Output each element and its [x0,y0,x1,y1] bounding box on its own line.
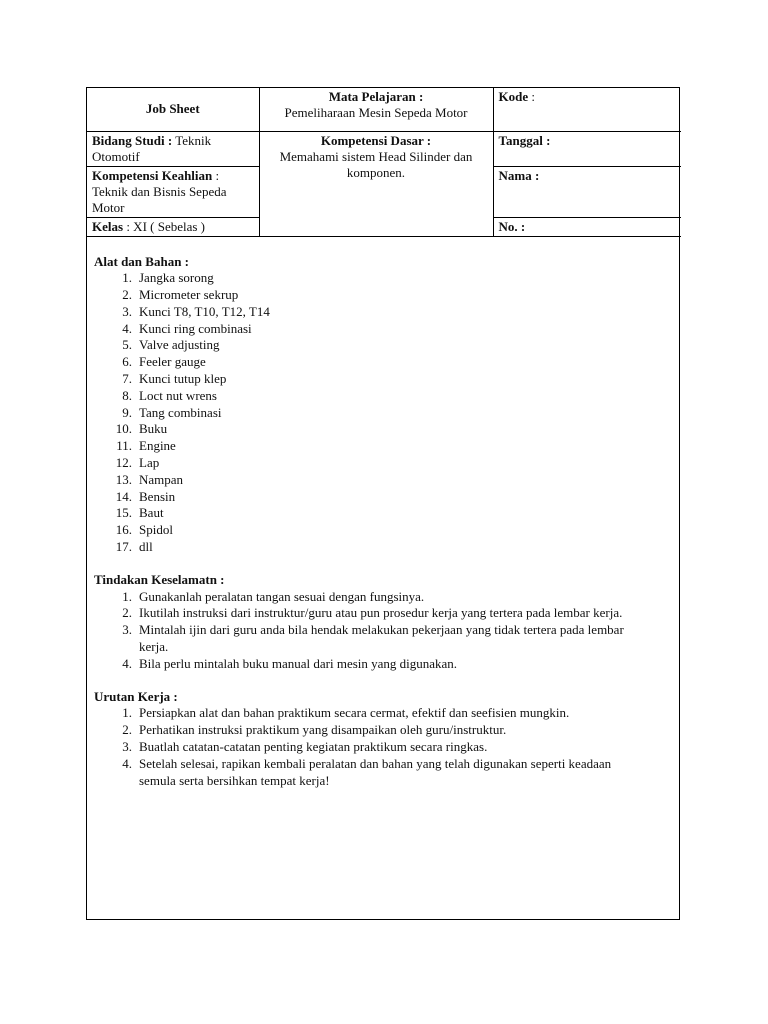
list-item: 6. Feeler gauge [122,354,206,370]
list-item: 17. dll [115,539,153,555]
mata-pelajaran-label: Mata Pelajaran : [328,89,424,104]
no-cell [493,217,681,236]
job-sheet [86,87,680,920]
nama-cell [493,166,681,217]
bidang-studi-label: Bidang Studi : [92,132,173,148]
list-item: 8. Loct nut wrens [122,387,217,403]
kompetensi-dasar-label: Kompetensi Dasar : [320,132,432,148]
kompetensi-dasar-cell [259,131,493,236]
urutan-kerja-title: Urutan Kerja : [94,688,178,704]
kode-cell [493,88,681,131]
list-item: 15. Baut [115,505,164,521]
kompetensi-keahlian-cell [87,166,259,217]
list-item: 14. Bensin [115,488,176,504]
mata-pelajaran-value: Pemeliharaan Mesin Sepeda Motor [284,105,468,120]
list-item: 2. Perhatikan instruksi praktikum yang disampaikan oleh guru/instruktur. [122,722,507,738]
nama-label: Nama : [498,167,540,183]
header-table [87,88,681,237]
kode-label: Kode [498,89,529,104]
keselamatan-list [94,589,634,673]
list-item: 1. Jangka sorong [122,270,214,286]
bidang-studi-cell [87,131,259,166]
list-item: 4. Kunci ring combinasi [122,320,252,336]
list-item: 16. Spidol [115,522,173,538]
no-label: No. : [498,218,526,234]
list-item: 5. Valve adjusting [122,337,220,353]
list-item: 3. Mintalah ijin dari guru anda bila hendak melakukan pekerjaan yang tidak tertera pada lembar kerja. [122,622,624,655]
kompetensi-keahlian-value: Teknik dan Bisnis Sepeda Motor [92,183,227,215]
kelas-label: Kelas [92,218,124,234]
list-item: 7. Kunci tutup klep [122,371,227,387]
list-item: 2. Ikutilah instruksi dari instruktur/guru atau pun prosedur kerja yang tertera pada lembar kerja. [122,605,623,621]
list-item: 12. Lap [115,455,160,471]
list-item: 2. Micrometer sekrup [122,287,239,303]
kompetensi-keahlian-separator: : [212,167,220,183]
alat-bahan-title: Alat dan Bahan : [94,253,189,269]
mata-pelajaran-cell [259,88,493,131]
kompetensi-keahlian-label: Kompetensi Keahlian [92,167,213,183]
list-item: 1. Gunakanlah peralatan tangan sesuai dengan fungsinya. [122,588,425,604]
kompetensi-dasar-value: Memahami sistem Head Silinder dan komponen. [279,148,473,180]
job-sheet-title: Job Sheet [87,88,259,131]
sheet-body [87,237,679,790]
list-item: 11. Engine [116,438,176,454]
kelas-value: : XI ( Sebelas ) [123,218,206,234]
tanggal-label: Tanggal : [498,132,551,148]
list-item: 9. Tang combinasi [122,404,222,420]
list-item: 1. Persiapkan alat dan bahan praktikum secara cermat, efektif dan seefisien mungkin. [122,705,570,721]
alat-bahan-list [94,270,679,556]
list-item: 4. Setelah selesai, rapikan kembali peralatan dan bahan yang telah digunakan seperti keadaan semula serta bersihkan tempat kerja! [122,755,612,788]
list-item: 3. Buatlah catatan-catatan penting kegiatan praktikum secara ringkas. [122,739,488,755]
tanggal-cell [493,131,681,166]
list-item: 13. Nampan [115,471,184,487]
keselamatan-title: Tindakan Keselamatn : [94,571,225,587]
bidang-studi-value: Teknik Otomotif [92,132,212,164]
urutan-kerja-list [94,705,634,789]
list-item: 10. Buku [115,421,168,437]
list-item: 4. Bila perlu mintalah buku manual dari mesin yang digunakan. [122,655,458,671]
list-item: 3. Kunci T8, T10, T12, T14 [122,303,270,319]
kode-separator: : [528,89,535,104]
kelas-cell [87,217,259,236]
